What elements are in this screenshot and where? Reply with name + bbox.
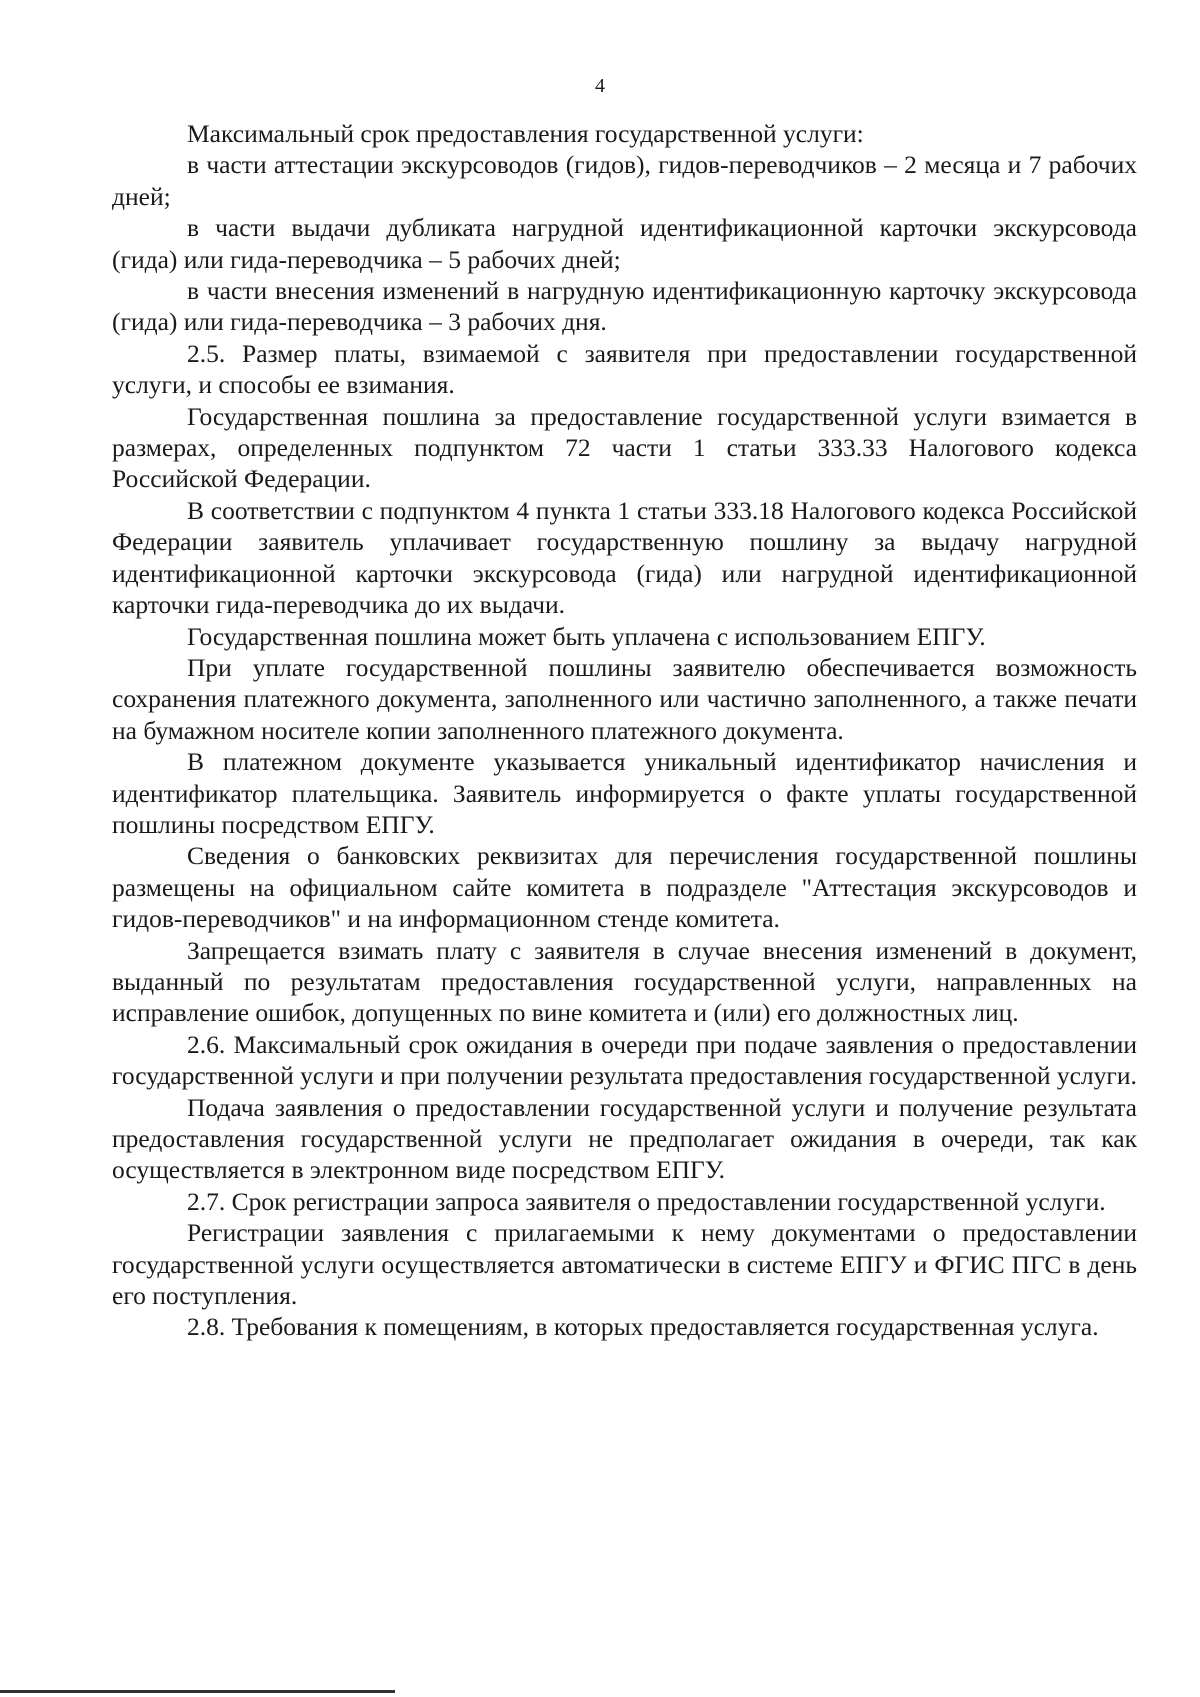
paragraph: в части внесения изменений в нагрудную идентификационную карточку экскурсовода (гида) или гида-переводчика – 3 рабочих дня. [112, 276, 1137, 337]
paragraph: Максимальный срок предоставления государственной услуги: [187, 119, 864, 148]
paragraph: в части выдачи дубликата нагрудной идентификационной карточки экскурсовода (гида) или гида-переводчика – 5 рабочих дней; [112, 213, 1137, 274]
footer-rule [0, 1690, 395, 1693]
paragraph: Сведения о банковских реквизитах для перечисления государственной пошлины размещены на официальном сайте комитета в подразделе "Аттестация экскурсоводов и гидов-переводчиков" и на информационном стенде комитета. [112, 841, 1137, 934]
paragraph: Государственная пошлина за предоставление государственной услуги взимается в размерах, определенных подпунктом 72 части 1 статьи 333.33 Налогового кодекса Российской Федерации. [112, 401, 1137, 494]
document-body [112, 118, 1137, 1343]
paragraph: Запрещается взимать плату с заявителя в случае внесения изменений в документ, выданный по результатам предоставления государственной услуги, направленных на исправление ошибок, допущенных по вине комитета и (или) его должностных лиц. [112, 935, 1137, 1028]
section-heading-2-5: 2.5. Размер платы, взимаемой с заявителя при предоставлении государственной услуги, и способы ее взимания. [112, 338, 1137, 400]
paragraph: Регистрации заявления с прилагаемыми к нему документами о предоставлении государственной услуги осуществляется автоматически в системе ЕПГУ и ФГИС ПГС в день его поступления. [112, 1218, 1137, 1311]
paragraph: При уплате государственной пошлины заявителю обеспечивается возможность сохранения платежного документа, заполненного или частично заполненного, а также печати на бумажном носителе копии заполненного платежного документа. [112, 652, 1137, 745]
paragraph: Государственная пошлина может быть уплачена с использованием ЕПГУ. [187, 621, 986, 651]
paragraph: Подача заявления о предоставлении государственной услуги и получение результата предоставления государственной услуги не предполагает ожидания в очереди, так как осуществляется в электронном виде посредством ЕПГУ. [112, 1092, 1137, 1185]
paragraph: В платежном документе указывается уникальный идентификатор начисления и идентификатор плательщика. Заявитель информируется о факте уплаты государственной пошлины посредством ЕПГУ. [112, 747, 1137, 839]
paragraph: в части аттестации экскурсоводов (гидов), гидов-переводчиков – 2 месяца и 7 рабочих дней; [112, 150, 1137, 211]
paragraph: В соответствии с подпунктом 4 пункта 1 статьи 333.18 Налогового кодекса Российской Федерации заявитель уплачивает государственную пошлину за выдачу нагрудной идентификационной карточки экскурсовода (гида) или нагрудной идентификационной карточки гида-переводчика до их выдачи. [112, 495, 1137, 620]
section-heading-2-7: 2.7. Срок регистрации запроса заявителя о предоставлении государственной услуги. [187, 1186, 1106, 1216]
page-number: 4 [595, 75, 605, 97]
section-heading-2-8: 2.8. Требования к помещениям, в которых предоставляется государственная услуга. [187, 1312, 1099, 1342]
section-heading-2-6: 2.6. Максимальный срок ожидания в очереди при подаче заявления о предоставлении государственной услуги и при получении результата предоставления государственной услуги. [112, 1029, 1137, 1091]
